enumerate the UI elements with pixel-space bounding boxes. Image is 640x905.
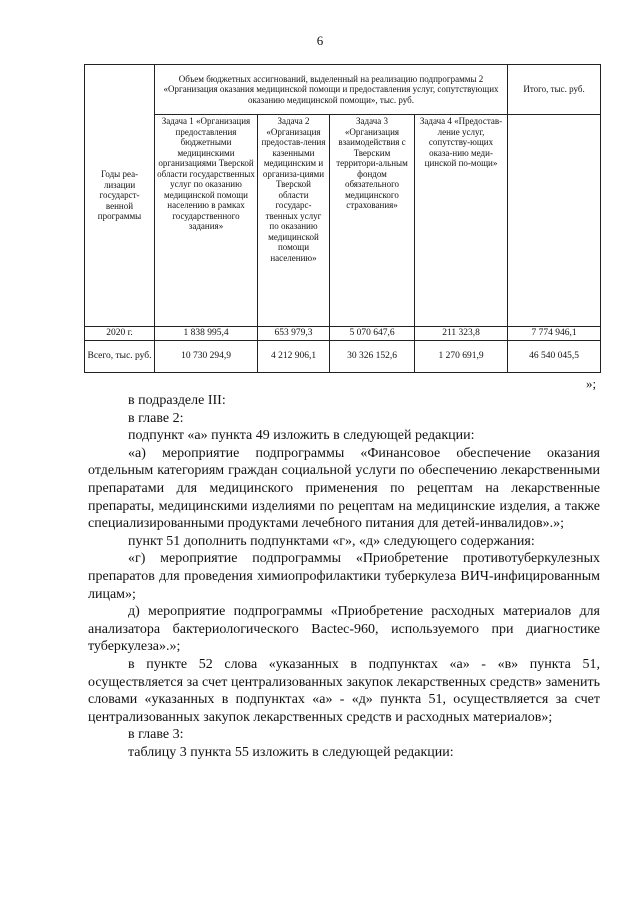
paragraph: «а) мероприятие подпрограммы «Финансовое обеспечение оказания отдельным категориям граждан социальной услуги по обеспечению лекарственными препаратами для медицинского применения по рецептам на лекарственные препараты, медицинскими изделиями по рецептам на медицинские изделия, а также специализированными продуктами лечебного питания для детей-инвалидов».»; (88, 445, 600, 532)
paragraph: в главе 3: (128, 727, 184, 743)
task-1-header: Задача 1 «Организация предоставления бюджетными медицинскими организациями Тверской области государственных услуг по оказанию медицинской помощи населению в рамках государственного задания» (155, 115, 258, 327)
cell-value: 4 212 906,1 (258, 340, 330, 372)
task-2-header: Задача 2 «Организация предостав-ления казенными медицинским и организа-циями Тверской области государс-твенных услуг по оказанию медицинской помощи населению» (258, 115, 330, 327)
tasks-header-row (85, 115, 601, 327)
paragraph: пункт 51 дополнить подпунктами «г», «д» следующего содержания: (128, 533, 535, 549)
cell-value: 1 838 995,4 (155, 327, 258, 341)
task-4-header: Задача 4 «Предостав-ление услуг, сопутству-ющих оказа-нию меди-цинской по-мощи» (415, 115, 508, 327)
cell-value: 653 979,3 (258, 327, 330, 341)
document-body (88, 392, 600, 761)
budget-table (84, 64, 601, 373)
task-3-header: Задача 3 «Организация взаимодействия с Тверским территори-альным фондом обязательного медицинского страхования» (330, 115, 415, 327)
table-row (85, 340, 601, 372)
table-row (85, 327, 601, 341)
paragraph: «г) мероприятие подпрограммы «Приобретение противотуберкулезных препаратов для проведения химиопрофилактики туберкулеза ВИЧ-инфицированным лицам»; (88, 551, 600, 602)
page-number: 6 (316, 33, 324, 48)
paragraph: в пункте 52 слова «указанных в подпунктах «а» - «в» пункта 51, осуществляется за счет централизованных закупок лекарственных средств» заменить словами «указанных в подпунктах «а» - «д» пункта 51, осуществляется за счет централизованных закупок лекарственных средств и расходных материалов»; (88, 656, 600, 725)
cell-value: 7 774 946,1 (508, 327, 601, 341)
table-header-row (85, 65, 601, 115)
total-header: Итого, тыс. руб. (508, 65, 601, 115)
row-label: Всего, тыс. руб. (85, 340, 155, 372)
cell-value: 1 270 691,9 (415, 340, 508, 372)
paragraph: таблицу 3 пункта 55 изложить в следующей редакции: (128, 744, 454, 760)
cell-value: 30 326 152,6 (330, 340, 415, 372)
cell-value: 10 730 294,9 (155, 340, 258, 372)
table-closing-mark: »; (586, 376, 597, 391)
cell-value: 211 323,8 (415, 327, 508, 341)
cell-value: 46 540 045,5 (508, 340, 601, 372)
paragraph: подпункт «а» пункта 49 изложить в следующей редакции: (128, 428, 475, 444)
total-subheader (508, 115, 601, 327)
paragraph: в главе 2: (128, 410, 184, 426)
paragraph: в подразделе III: (128, 393, 226, 408)
cell-value: 5 070 647,6 (330, 327, 415, 341)
paragraph: д) мероприятие подпрограммы «Приобретение расходных материалов для анализатора бактериологического Bactec-960, используемого при диагностике туберкулеза».»; (88, 604, 600, 655)
years-header: Годы реа-лизации государст-венной программы (85, 65, 155, 327)
row-label: 2020 г. (85, 327, 155, 341)
budget-header: Объем бюджетных ассигнований, выделенный на реализацию подпрограммы 2 «Организация оказания медицинской помощи и предоставления услуг, сопутствующих оказанию медицинской помощи», тыс. руб. (155, 65, 508, 115)
